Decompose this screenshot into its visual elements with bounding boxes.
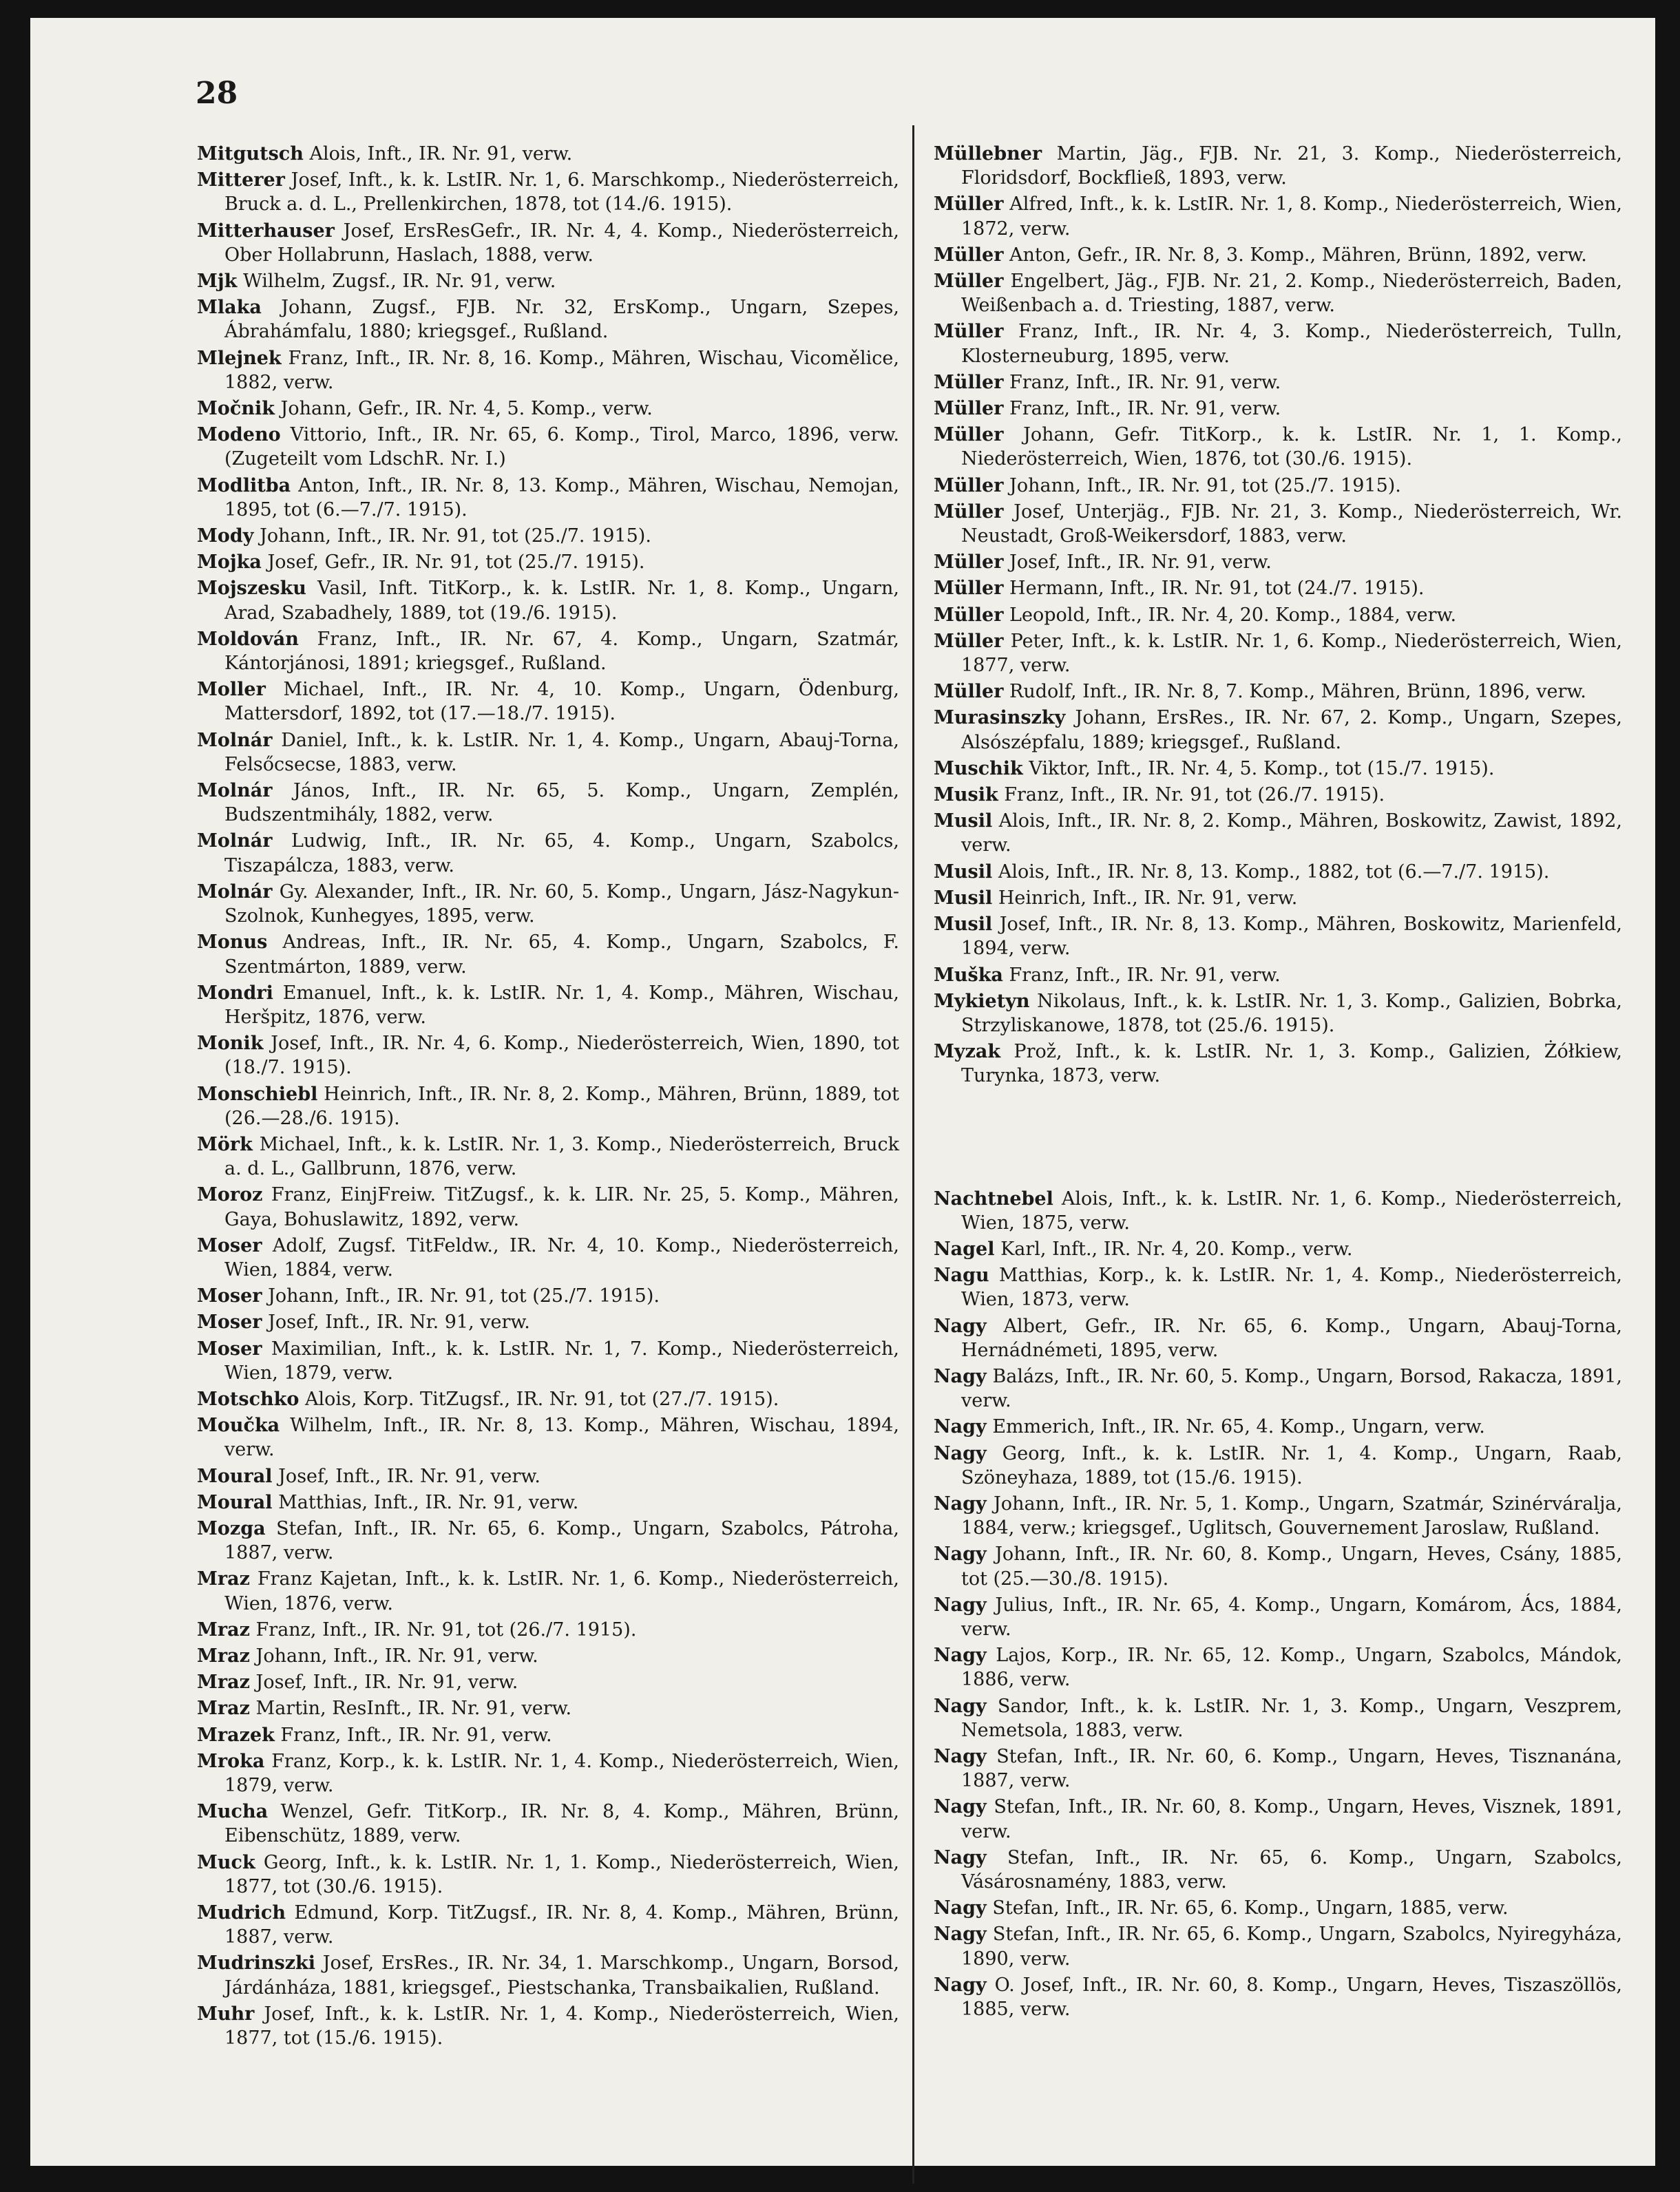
roll-entry <box>197 1670 899 1694</box>
entry-details: Alfred, Inft., k. k. LstIR. Nr. 1, 8. Komp., Niederösterreich, Wien, 1872, verw. <box>961 193 1622 240</box>
roll-entry <box>934 370 1622 394</box>
roll-entry <box>197 1749 899 1798</box>
column-divider <box>912 125 914 2184</box>
entry-surname: Mondri <box>197 982 273 1004</box>
roll-entry <box>197 880 899 928</box>
entry-details: Nikolaus, Inft., k. k. LstIR. Nr. 1, 3. Komp., Galizien, Bobrka, Strzyliskanowe, 1878, tot (25./6. 1915). <box>961 990 1623 1036</box>
entry-details: Franz, Inft., IR. Nr. 91, verw. <box>1009 398 1281 420</box>
entry-details: Franz, Inft., IR. Nr. 91, verw. <box>280 1724 552 1746</box>
entry-surname: Musil <box>934 810 993 832</box>
entry-details: Johann, Inft., IR. Nr. 91, tot (25./7. 1915). <box>268 1285 660 1307</box>
roll-entry <box>934 809 1622 857</box>
entry-details: Stefan, Inft., IR. Nr. 65, 6. Komp., Ungarn, Szabolcs, Vásárosnamény, 1883, verw. <box>961 1846 1622 1893</box>
entry-surname: Mitterhauser <box>197 220 335 242</box>
roll-entry <box>934 1237 1622 1261</box>
entry-surname: Mody <box>197 525 254 547</box>
entry-details: Gy. Alexander, Inft., IR. Nr. 60, 5. Komp., Ungarn, Jász-Nagykun-Szolnok, Kunhegyes, 1895, verw. <box>224 881 899 927</box>
entry-details: Franz, EinjFreiw. TitZugsf., k. k. LIR. Nr. 25, 5. Komp., Mähren, Gaya, Bohuslawitz, 1892, verw. <box>224 1184 899 1230</box>
entry-surname: Molnár <box>197 830 273 852</box>
entry-surname: Murasinszky <box>934 707 1066 729</box>
entry-details: Emmerich, Inft., IR. Nr. 65, 4. Komp., Ungarn, verw. <box>992 1416 1485 1438</box>
page-number: 28 <box>196 76 238 111</box>
entry-details: Martin, ResInft., IR. Nr. 91, verw. <box>255 1698 572 1720</box>
entry-details: Josef, Inft., IR. Nr. 91, verw. <box>255 1672 518 1694</box>
entry-details: Franz, Inft., IR. Nr. 4, 3. Komp., Niederösterreich, Tulln, Klosterneuburg, 1895, verw. <box>961 321 1622 367</box>
roll-entry <box>197 930 899 978</box>
entry-surname: Myzak <box>934 1041 1001 1063</box>
entry-surname: Mozga <box>197 1517 266 1539</box>
roll-entry <box>197 1901 899 1949</box>
entry-surname: Molnár <box>197 881 273 903</box>
entry-surname: Müller <box>934 500 1004 523</box>
roll-entry <box>934 1973 1622 2021</box>
roll-entry <box>197 550 899 574</box>
roll-entry <box>934 1922 1622 1970</box>
entry-surname: Nagy <box>934 1846 987 1868</box>
roll-entry <box>934 1643 1622 1692</box>
entry-surname: Moroz <box>197 1184 263 1206</box>
roll-entry <box>197 1310 899 1334</box>
roll-entry <box>197 1618 899 1642</box>
entry-surname: Monus <box>197 931 268 953</box>
entry-surname: Mraz <box>197 1619 250 1641</box>
entry-details: Alois, Inft., k. k. LstIR. Nr. 1, 6. Komp., Niederösterreich, Wien, 1875, verw. <box>961 1188 1622 1234</box>
roll-entry <box>197 1082 899 1130</box>
entry-details: Maximilian, Inft., k. k. LstIR. Nr. 1, 7. Komp., Niederösterreich, Wien, 1879, verw. <box>224 1338 899 1384</box>
entry-surname: Muška <box>934 964 1003 986</box>
entry-details: Johann, Zugsf., FJB. Nr. 32, ErsKomp., Ungarn, Szepes, Ábrahámfalu, 1880; kriegsgef., Rußland. <box>224 297 899 343</box>
entry-details: Johann, Inft., IR. Nr. 60, 8. Komp., Ungarn, Heves, Csány, 1885, tot (25.—30./8. 1915). <box>961 1543 1622 1590</box>
entry-surname: Nagy <box>934 1695 987 1717</box>
roll-entry <box>934 576 1622 600</box>
entry-details: Franz, Inft., IR. Nr. 91, tot (26./7. 1915). <box>255 1619 637 1641</box>
roll-entry <box>934 192 1622 240</box>
entry-details: Vittorio, Inft., IR. Nr. 65, 6. Komp., Tirol, Marco, 1896, verw. (Zugeteilt vom LdschR. Nr. I.) <box>224 424 899 470</box>
entry-details: Peter, Inft., k. k. LstIR. Nr. 1, 6. Komp., Niederösterreich, Wien, 1877, verw. <box>961 630 1622 677</box>
entry-surname: Nachtnebel <box>934 1188 1053 1210</box>
roll-entry <box>197 981 899 1029</box>
roll-entry <box>934 474 1622 498</box>
entry-details: Josef, Inft., IR. Nr. 91, verw. <box>268 1311 530 1334</box>
right-column-m-section <box>934 142 1622 1088</box>
entry-surname: Müller <box>934 681 1004 703</box>
entry-details: Edmund, Korp. TitZugsf., IR. Nr. 8, 4. Komp., Mähren, Brünn, 1887, verw. <box>224 1902 899 1948</box>
entry-details: Wilhelm, Inft., IR. Nr. 8, 13. Komp., Mähren, Wischau, 1894, verw. <box>224 1415 899 1461</box>
entry-details: Heinrich, Inft., IR. Nr. 91, verw. <box>998 887 1298 909</box>
entry-surname: Musil <box>934 861 993 883</box>
entry-details: Heinrich, Inft., IR. Nr. 8, 2. Komp., Mähren, Brünn, 1889, tot (26.—28./6. 1915). <box>224 1083 899 1129</box>
entry-surname: Mlaka <box>197 297 262 319</box>
entry-surname: Nagy <box>934 1645 987 1667</box>
entry-surname: Müller <box>934 271 1004 293</box>
entry-surname: Müller <box>934 630 1004 652</box>
entry-surname: Müller <box>934 371 1004 393</box>
entry-surname: Müller <box>934 398 1004 420</box>
entry-details: Stefan, Inft., IR. Nr. 65, 6. Komp., Ungarn, Szabolcs, Nyiregyháza, 1890, verw. <box>961 1924 1622 1970</box>
entry-details: Alois, Inft., IR. Nr. 91, verw. <box>309 143 573 165</box>
entry-surname: Mudrich <box>197 1902 286 1924</box>
roll-entry <box>934 1263 1622 1311</box>
entry-details: Johann, Inft., IR. Nr. 91, verw. <box>255 1645 538 1667</box>
roll-entry <box>197 1413 899 1462</box>
entry-details: Alois, Korp. TitZugsf., IR. Nr. 91, tot (27./7. 1915). <box>304 1388 779 1410</box>
roll-entry <box>934 1040 1622 1088</box>
entry-surname: Mojka <box>197 551 262 573</box>
roll-entry <box>197 829 899 877</box>
entry-surname: Muck <box>197 1851 255 1873</box>
roll-entry <box>197 1183 899 1231</box>
roll-entry <box>197 1464 899 1488</box>
entry-surname: Müller <box>934 578 1004 600</box>
entry-details: Johann, ErsRes., IR. Nr. 67, 2. Komp., Ungarn, Szepes, Alsószépfalu, 1889; kriegsgef., Rußland. <box>961 707 1622 753</box>
roll-entry <box>197 295 899 344</box>
right-column <box>934 142 1622 2023</box>
roll-entry <box>934 550 1622 574</box>
entry-surname: Nagu <box>934 1265 989 1287</box>
entry-details: Stefan, Inft., IR. Nr. 60, 6. Komp., Ungarn, Heves, Tisznanána, 1887, verw. <box>961 1745 1622 1792</box>
entry-details: Franz, Inft., IR. Nr. 91, tot (26./7. 1915). <box>1004 784 1385 806</box>
roll-entry <box>197 1800 899 1848</box>
roll-entry <box>934 1542 1622 1590</box>
entry-details: Hermann, Inft., IR. Nr. 91, tot (24./7. 1915). <box>1009 578 1425 600</box>
roll-entry <box>197 1234 899 1282</box>
entry-surname: Motschko <box>197 1388 300 1410</box>
entry-details: Daniel, Inft., k. k. LstIR. Nr. 1, 4. Komp., Ungarn, Abauj-Torna, Felsőcsecse, 1883, verw. <box>224 729 899 775</box>
entry-surname: Nagy <box>934 1897 987 1919</box>
roll-entry <box>934 963 1622 987</box>
roll-entry <box>934 783 1622 807</box>
entry-surname: Moser <box>197 1234 262 1256</box>
roll-entry <box>934 603 1622 627</box>
entry-details: Johann, Gefr., IR. Nr. 4, 5. Komp., verw. <box>280 398 653 420</box>
entry-details: Wenzel, Gefr. TitKorp., IR. Nr. 8, 4. Komp., Mähren, Brünn, Eibenschütz, 1889, verw. <box>224 1801 899 1847</box>
entry-details: Josef, Gefr., IR. Nr. 91, tot (25./7. 1915). <box>267 551 645 573</box>
entry-surname: Müller <box>934 244 1004 266</box>
roll-entry <box>934 1442 1622 1490</box>
entry-surname: Monik <box>197 1033 264 1055</box>
entry-surname: Nagy <box>934 1493 987 1515</box>
entry-details: Johann, Inft., IR. Nr. 5, 1. Komp., Ungarn, Szatmár, Szinérváralja, 1884, verw.; kriegsgef., Uglitsch, Gouvernement Jaroslaw, Rußland. <box>961 1493 1622 1539</box>
document-page <box>30 18 1655 2166</box>
entry-details: Josef, Inft., IR. Nr. 4, 6. Komp., Niederösterreich, Wien, 1890, tot (18./7. 1915). <box>224 1033 899 1079</box>
entry-details: Franz, Inft., IR. Nr. 91, verw. <box>1009 371 1281 393</box>
roll-entry <box>197 346 899 394</box>
entry-surname: Močnik <box>197 398 275 420</box>
entry-surname: Müllebner <box>934 143 1042 165</box>
entry-details: Balázs, Inft., IR. Nr. 60, 5. Komp., Ungarn, Borsod, Rakacza, 1891, verw. <box>961 1365 1622 1412</box>
entry-surname: Nagy <box>934 1594 987 1616</box>
entry-surname: Mitterer <box>197 169 285 191</box>
roll-entry <box>934 500 1622 548</box>
entry-surname: Mjk <box>197 271 238 293</box>
entry-details: Johann, Inft., IR. Nr. 91, tot (25./7. 1915). <box>1009 474 1401 496</box>
entry-details: Karl, Inft., IR. Nr. 4, 20. Komp., verw. <box>1000 1238 1353 1260</box>
roll-entry <box>934 1795 1622 1843</box>
entry-surname: Moural <box>197 1465 273 1487</box>
entry-details: Michael, Inft., IR. Nr. 4, 10. Komp., Ungarn, Ödenburg, Mattersdorf, 1892, tot (17.—18./7. 1915). <box>224 679 900 725</box>
entry-surname: Musil <box>934 914 993 936</box>
entry-details: Stefan, Inft., IR. Nr. 65, 6. Komp., Ungarn, 1885, verw. <box>992 1897 1509 1919</box>
entry-details: Albert, Gefr., IR. Nr. 65, 6. Komp., Ungarn, Abauj-Torna, Hernádnémeti, 1895, verw. <box>961 1315 1622 1361</box>
entry-details: Andreas, Inft., IR. Nr. 65, 4. Komp., Ungarn, Szabolcs, F. Szentmárton, 1889, verw. <box>224 931 899 978</box>
entry-details: János, Inft., IR. Nr. 65, 5. Komp., Ungarn, Zemplén, Budszentmihály, 1882, verw. <box>224 780 899 826</box>
entry-surname: Mlejnek <box>197 347 282 369</box>
roll-entry <box>197 1951 899 1999</box>
roll-entry <box>934 886 1622 910</box>
roll-entry <box>934 679 1622 704</box>
roll-entry <box>934 243 1622 267</box>
entry-surname: Mraz <box>197 1698 250 1720</box>
entry-details: Engelbert, Jäg., FJB. Nr. 21, 2. Komp., Niederösterreich, Baden, Weißenbach a. d. Triesting, 1887, verw. <box>961 271 1622 317</box>
entry-details: Franz, Korp., k. k. LstIR. Nr. 1, 4. Komp., Niederösterreich, Wien, 1879, verw. <box>224 1750 899 1796</box>
roll-entry <box>197 1567 899 1615</box>
roll-entry <box>197 142 899 166</box>
entry-surname: Müller <box>934 424 1004 446</box>
entry-surname: Mraz <box>197 1568 250 1590</box>
roll-entry <box>934 1896 1622 1920</box>
roll-entry <box>934 629 1622 677</box>
entry-surname: Nagy <box>934 1543 987 1566</box>
roll-entry <box>197 1387 899 1411</box>
entry-details: O. Josef, Inft., IR. Nr. 60, 8. Komp., Ungarn, Heves, Tiszaszöllös, 1885, verw. <box>961 1974 1622 2021</box>
roll-entry <box>197 423 899 471</box>
roll-entry <box>197 1723 899 1747</box>
roll-entry <box>197 1517 899 1565</box>
roll-entry <box>934 1415 1622 1439</box>
entry-surname: Mraz <box>197 1645 250 1667</box>
entry-details: Josef, Inft., k. k. LstIR. Nr. 1, 6. Marschkomp., Niederösterreich, Bruck a. d. L., Prellenkirchen, 1878, tot (14./6. 1915). <box>224 169 899 215</box>
right-column-n-section <box>934 1187 1622 2022</box>
roll-entry <box>197 1490 899 1515</box>
roll-entry <box>197 1337 899 1385</box>
entry-details: Lajos, Korp., IR. Nr. 65, 12. Komp., Ungarn, Szabolcs, Mándok, 1886, verw. <box>961 1645 1622 1691</box>
left-column <box>197 142 899 2052</box>
entry-details: Josef, Unterjäg., FJB. Nr. 21, 3. Komp., Niederösterreich, Wr. Neustadt, Groß-Weikersdorf, 1883, verw. <box>961 500 1622 547</box>
roll-entry <box>197 627 899 675</box>
entry-details: Franz Kajetan, Inft., k. k. LstIR. Nr. 1, 6. Komp., Niederösterreich, Wien, 1876, verw. <box>224 1568 899 1614</box>
entry-surname: Musil <box>934 887 993 909</box>
roll-entry <box>197 1132 899 1181</box>
roll-entry <box>197 269 899 293</box>
roll-entry <box>197 677 899 726</box>
entry-details: Josef, ErsResGefr., IR. Nr. 4, 4. Komp., Niederösterreich, Ober Hollabrunn, Haslach, 1888, verw. <box>224 220 899 266</box>
entry-details: Josef, Inft., IR. Nr. 91, verw. <box>278 1465 540 1487</box>
entry-details: Stefan, Inft., IR. Nr. 60, 8. Komp., Ungarn, Heves, Visznek, 1891, verw. <box>961 1796 1622 1842</box>
entry-surname: Nagy <box>934 1745 987 1767</box>
roll-entry <box>934 423 1622 471</box>
roll-entry <box>934 319 1622 368</box>
entry-surname: Mitgutsch <box>197 143 304 165</box>
entry-surname: Mykietyn <box>934 990 1030 1012</box>
roll-entry <box>934 989 1622 1037</box>
entry-details: Matthias, Inft., IR. Nr. 91, verw. <box>278 1491 579 1513</box>
entry-details: Josef, Inft., IR. Nr. 8, 13. Komp., Mähren, Boskowitz, Marienfeld, 1894, verw. <box>961 914 1622 960</box>
roll-entry <box>934 1694 1622 1742</box>
entry-details: Adolf, Zugsf. TitFeldw., IR. Nr. 4, 10. Komp., Niederösterreich, Wien, 1884, verw. <box>224 1234 899 1281</box>
entry-surname: Mrazek <box>197 1724 275 1746</box>
entry-details: Johann, Gefr. TitKorp., k. k. LstIR. Nr. 1, 1. Komp., Niederösterreich, Wien, 1876, tot (30./6. 1915). <box>961 424 1622 470</box>
entry-details: Georg, Inft., k. k. LstIR. Nr. 1, 1. Komp., Niederösterreich, Wien, 1877, tot (30./6. 1915). <box>224 1851 899 1897</box>
entry-surname: Mudrinszki <box>197 1952 316 1974</box>
roll-entry <box>934 1187 1622 1235</box>
roll-entry <box>934 912 1622 960</box>
entry-surname: Modlitba <box>197 474 291 496</box>
roll-entry <box>934 860 1622 884</box>
roll-entry <box>934 269 1622 317</box>
entry-details: Stefan, Inft., IR. Nr. 65, 6. Komp., Ungarn, Szabolcs, Pátroha, 1887, verw. <box>224 1517 899 1564</box>
entry-surname: Moller <box>197 679 266 701</box>
roll-entry <box>934 1314 1622 1362</box>
entry-surname: Nagy <box>934 1924 987 1946</box>
entry-surname: Nagy <box>934 1796 987 1818</box>
entry-details: Martin, Jäg., FJB. Nr. 21, 3. Komp., Niederösterreich, Floridsdorf, Bockfließ, 1893, verw. <box>961 143 1622 189</box>
entry-surname: Mroka <box>197 1750 265 1772</box>
entry-surname: Modeno <box>197 424 281 446</box>
entry-surname: Molnár <box>197 729 273 751</box>
roll-entry <box>934 757 1622 781</box>
roll-entry <box>934 1745 1622 1793</box>
entry-surname: Müller <box>934 321 1004 343</box>
roll-entry <box>197 1851 899 1899</box>
roll-entry <box>197 168 899 216</box>
roll-entry <box>197 1696 899 1720</box>
entry-surname: Müller <box>934 193 1004 215</box>
entry-surname: Müller <box>934 604 1004 626</box>
entry-details: Josef, Inft., IR. Nr. 91, verw. <box>1009 551 1272 573</box>
entry-surname: Mraz <box>197 1672 250 1694</box>
entry-surname: Mörk <box>197 1133 253 1155</box>
roll-entry <box>934 1593 1622 1641</box>
entry-details: Sandor, Inft., k. k. LstIR. Nr. 1, 3. Komp., Ungarn, Veszprem, Nemetsola, 1883, verw. <box>961 1695 1622 1741</box>
entry-surname: Müller <box>934 551 1004 573</box>
entry-surname: Muhr <box>197 2003 255 2025</box>
entry-details: Wilhelm, Zugsf., IR. Nr. 91, verw. <box>242 271 556 293</box>
roll-entry <box>197 1644 899 1668</box>
entry-surname: Molnár <box>197 780 273 802</box>
entry-details: Prož, Inft., k. k. LstIR. Nr. 1, 3. Komp., Galizien, Żółkiew, Turynka, 1873, verw. <box>961 1041 1622 1087</box>
entry-surname: Mojszesku <box>197 578 306 600</box>
entry-details: Emanuel, Inft., k. k. LstIR. Nr. 1, 4. Komp., Mähren, Wischau, Heršpitz, 1876, verw. <box>224 982 899 1028</box>
entry-details: Rudolf, Inft., IR. Nr. 8, 7. Komp., Mähren, Brünn, 1896, verw. <box>1009 681 1586 703</box>
roll-entry <box>934 1846 1622 1894</box>
roll-entry <box>197 397 899 421</box>
entry-details: Viktor, Inft., IR. Nr. 4, 5. Komp., tot (15./7. 1915). <box>1029 757 1495 779</box>
roll-entry <box>197 576 899 624</box>
roll-entry <box>197 2002 899 2050</box>
entry-details: Ludwig, Inft., IR. Nr. 65, 4. Komp., Ungarn, Szabolcs, Tiszapálcza, 1883, verw. <box>224 830 899 876</box>
entry-surname: Moučka <box>197 1415 280 1437</box>
entry-surname: Nagy <box>934 1365 987 1387</box>
entry-details: Anton, Inft., IR. Nr. 8, 13. Komp., Mähren, Wischau, Nemojan, 1895, tot (6.—7./7. 1915). <box>224 474 900 520</box>
entry-surname: Mucha <box>197 1801 269 1823</box>
roll-entry <box>197 1031 899 1079</box>
entry-surname: Nagy <box>934 1442 987 1464</box>
entry-details: Johann, Inft., IR. Nr. 91, tot (25./7. 1915). <box>260 525 651 547</box>
entry-details: Josef, Inft., k. k. LstIR. Nr. 1, 4. Komp., Niederösterreich, Wien, 1877, tot (15./6. 1915). <box>224 2003 899 2049</box>
entry-surname: Müller <box>934 474 1004 496</box>
entry-details: Franz, Inft., IR. Nr. 67, 4. Komp., Ungarn, Szatmár, Kántorjánosi, 1891; kriegsgef., Rußland. <box>224 628 899 675</box>
roll-entry <box>197 1284 899 1308</box>
entry-details: Georg, Inft., k. k. LstIR. Nr. 1, 4. Komp., Ungarn, Raab, Szöneyhaza, 1889, tot (15./6. 1915). <box>961 1442 1622 1488</box>
entry-details: Leopold, Inft., IR. Nr. 4, 20. Komp., 1884, verw. <box>1009 604 1457 626</box>
entry-surname: Musik <box>934 784 998 806</box>
entry-details: Anton, Gefr., IR. Nr. 8, 3. Komp., Mähren, Brünn, 1892, verw. <box>1009 244 1587 266</box>
roll-entry <box>934 1492 1622 1540</box>
section-gap <box>934 1090 1622 1187</box>
entry-surname: Nagy <box>934 1974 987 1996</box>
entry-details: Vasil, Inft. TitKorp., k. k. LstIR. Nr. 1, 8. Komp., Ungarn, Arad, Szabadhely, 1889, tot (19./6. 1915). <box>224 578 899 624</box>
entry-surname: Nagy <box>934 1416 987 1438</box>
entry-details: Julius, Inft., IR. Nr. 65, 4. Komp., Ungarn, Komárom, Ács, 1884, verw. <box>961 1594 1622 1640</box>
entry-surname: Moser <box>197 1311 262 1334</box>
entry-surname: Moural <box>197 1491 273 1513</box>
entry-surname: Moldován <box>197 628 299 650</box>
entry-surname: Moser <box>197 1285 262 1307</box>
entry-details: Josef, ErsRes., IR. Nr. 34, 1. Marschkomp., Ungarn, Borsod, Járdánháza, 1881, kriegsgef., Piestschanka, Transbaikalien, Rußland. <box>224 1952 899 1999</box>
roll-entry <box>197 474 899 522</box>
entry-surname: Muschik <box>934 757 1023 779</box>
entry-surname: Nagy <box>934 1315 987 1337</box>
roll-entry <box>934 1364 1622 1413</box>
entry-details: Franz, Inft., IR. Nr. 91, verw. <box>1009 964 1281 986</box>
entry-details: Alois, Inft., IR. Nr. 8, 2. Komp., Mähren, Boskowitz, Zawist, 1892, verw. <box>961 810 1622 856</box>
entry-surname: Moser <box>197 1338 262 1360</box>
entry-surname: Monschiebl <box>197 1083 318 1105</box>
roll-entry <box>197 219 899 267</box>
roll-entry <box>934 142 1622 190</box>
roll-entry <box>197 779 899 827</box>
roll-entry <box>197 524 899 548</box>
entry-details: Michael, Inft., k. k. LstIR. Nr. 1, 3. Komp., Niederösterreich, Bruck a. d. L., Gallbrunn, 1876, verw. <box>224 1133 900 1180</box>
roll-entry <box>197 728 899 777</box>
entry-details: Alois, Inft., IR. Nr. 8, 13. Komp., 1882, tot (6.—7./7. 1915). <box>998 861 1550 883</box>
entry-details: Matthias, Korp., k. k. LstIR. Nr. 1, 4. Komp., Niederösterreich, Wien, 1873, verw. <box>961 1265 1622 1311</box>
roll-entry <box>934 397 1622 421</box>
roll-entry <box>934 706 1622 754</box>
entry-details: Franz, Inft., IR. Nr. 8, 16. Komp., Mähren, Wischau, Vicomělice, 1882, verw. <box>224 347 899 393</box>
entry-surname: Nagel <box>934 1238 995 1260</box>
